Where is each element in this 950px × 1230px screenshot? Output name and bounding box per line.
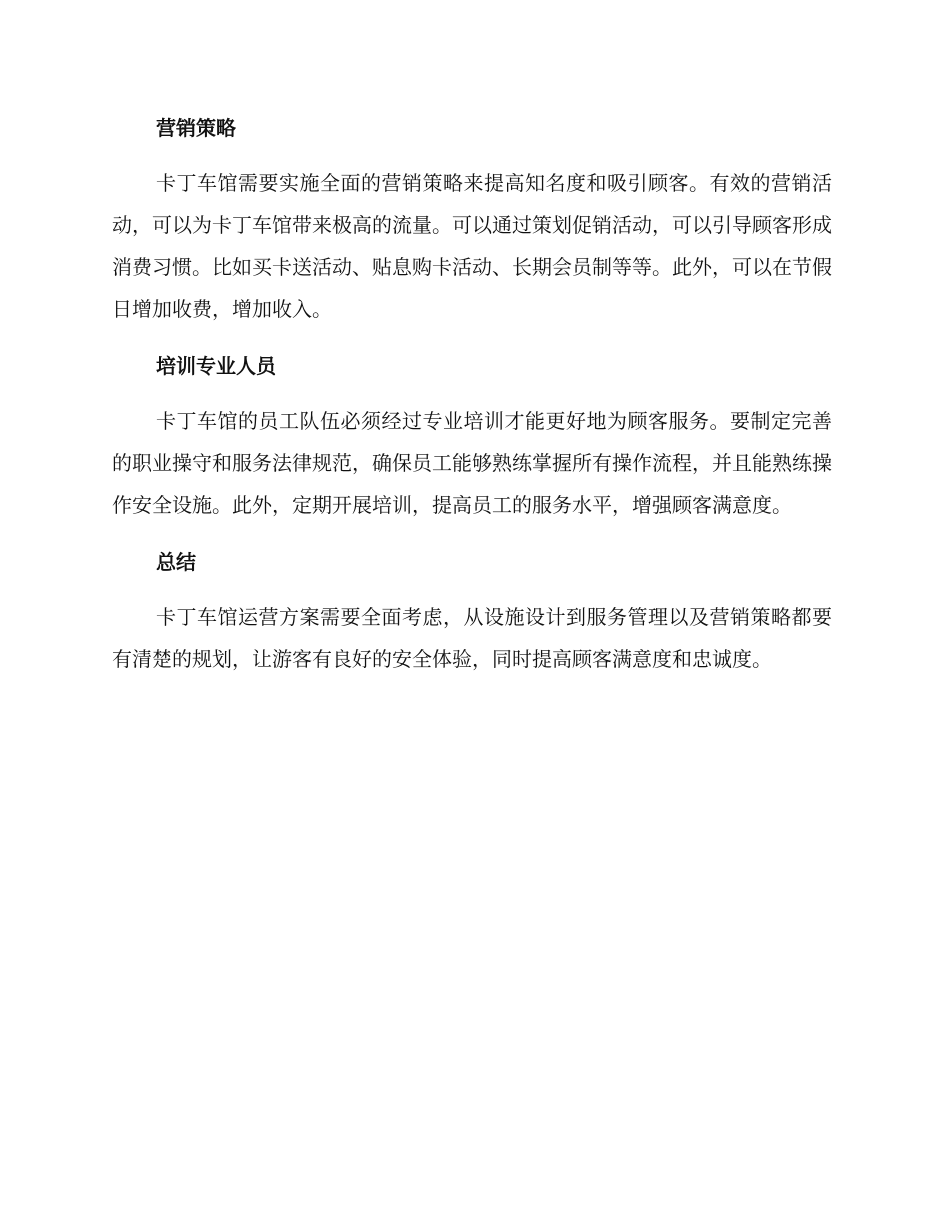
section-heading: 培训专业人员 [156, 354, 276, 378]
section-paragraph: 卡丁车馆的员工队伍必须经过专业培训才能更好地为顾客服务。要制定完善的职业操守和服务法律规范，确保员工能够熟练掌握所有操作流程，并且能熟练操作安全设施。此外，定期开展培训，提高员工的服务水平，增强顾客满意度。 [112, 409, 832, 517]
section-paragraph: 卡丁车馆运营方案需要全面考虑，从设施设计到服务管理以及营销策略都要有清楚的规划，让游客有良好的安全体验，同时提高顾客满意度和忠诚度。 [112, 605, 832, 671]
section-summary [112, 542, 832, 680]
section-marketing-strategy [112, 108, 832, 330]
section-heading: 营销策略 [156, 116, 236, 140]
section-paragraph: 卡丁车馆需要实施全面的营销策略来提高知名度和吸引顾客。有效的营销活动，可以为卡丁车馆带来极高的流量。可以通过策划促销活动，可以引导顾客形成消费习惯。比如买卡送活动、贴息购卡活动、长期会员制等等。此外，可以在节假日增加收费，增加收入。 [112, 171, 832, 321]
section-heading: 总结 [156, 550, 196, 574]
document-body [112, 108, 832, 696]
section-staff-training [112, 346, 832, 526]
